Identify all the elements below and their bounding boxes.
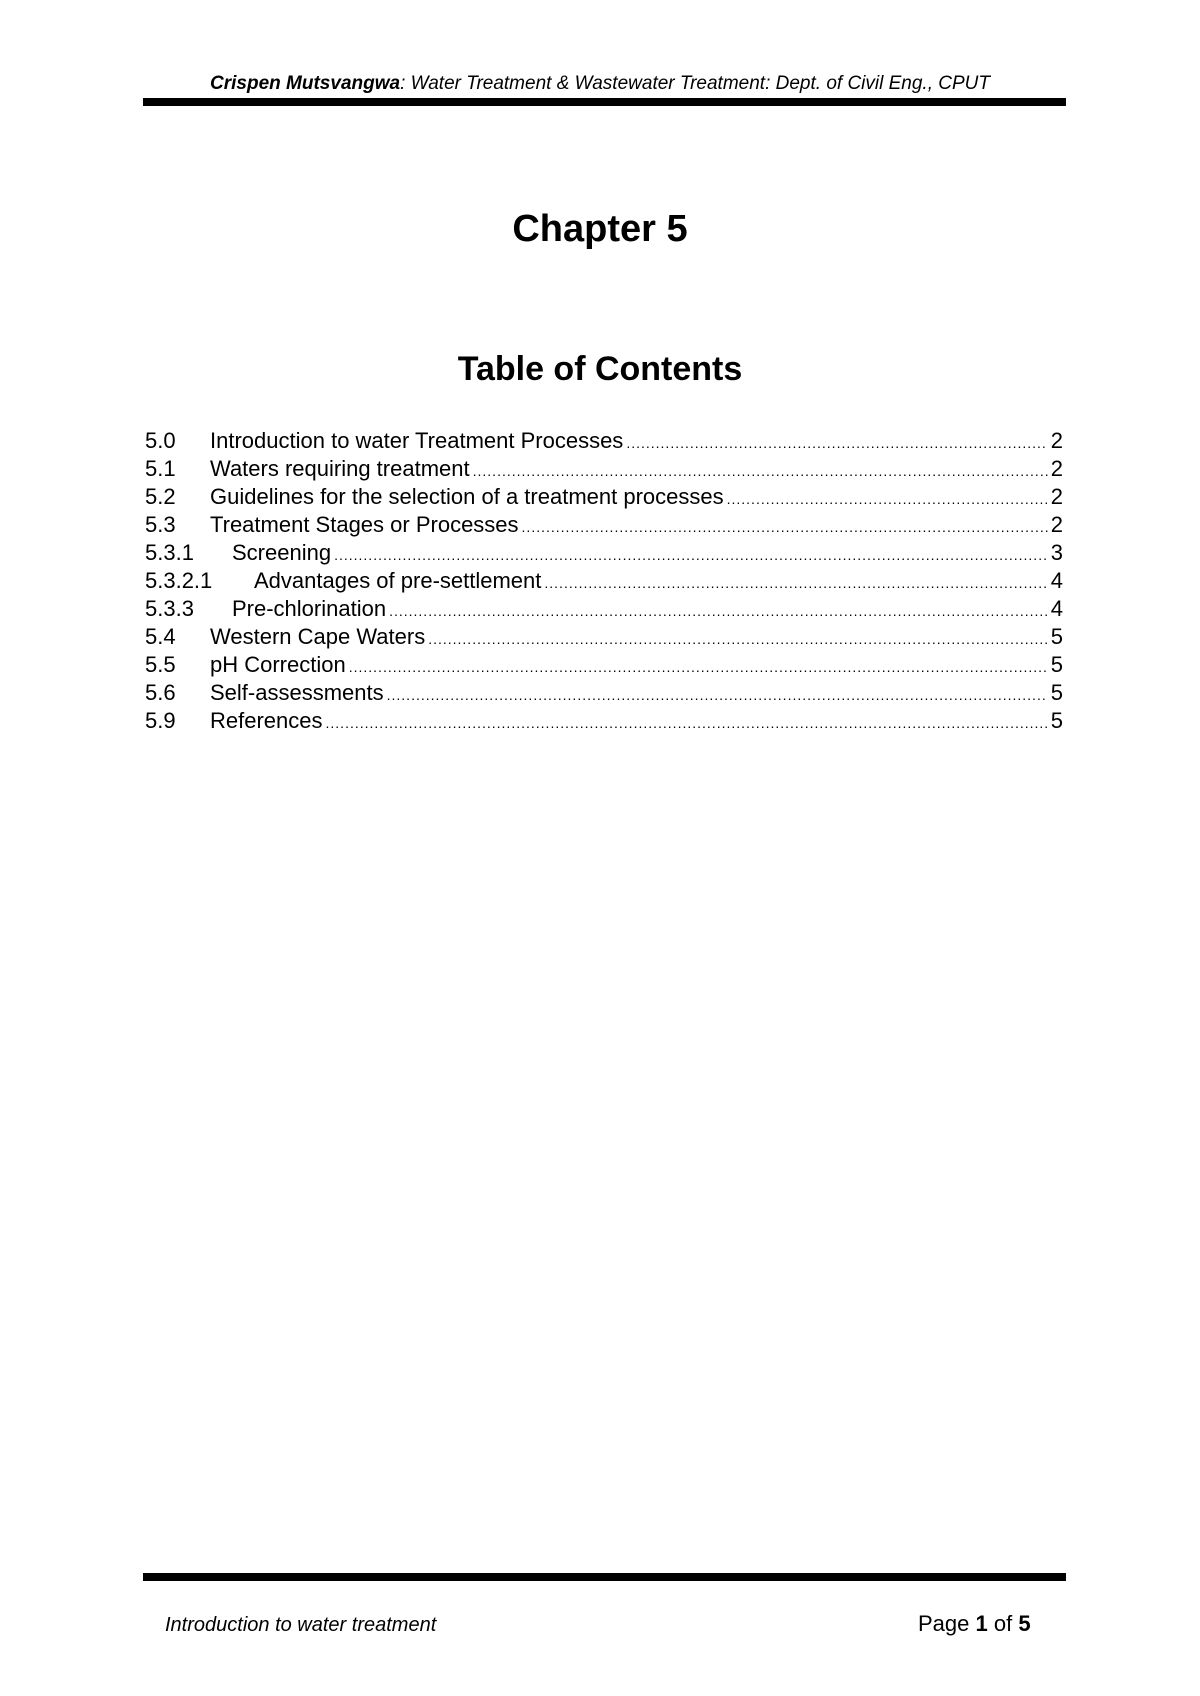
toc-entry-number: 5.9 <box>145 708 176 733</box>
toc-entry-page: 2 <box>1050 512 1063 537</box>
toc-entry-title: Introduction to water Treatment Processes <box>210 428 624 453</box>
toc-entry[interactable] <box>145 511 1063 539</box>
toc-entry-page: 4 <box>1050 596 1063 621</box>
footer-page-total: 5 <box>1018 1611 1031 1636</box>
toc-entry-number: 5.4 <box>145 624 176 649</box>
toc-entry-title: Self-assessments <box>210 680 384 705</box>
toc-entry[interactable] <box>145 679 1063 707</box>
footer-page-current: 1 <box>975 1611 988 1636</box>
toc-entry-page: 5 <box>1050 624 1063 649</box>
toc-entry-title: Screening <box>232 540 332 565</box>
toc-entry-page: 5 <box>1050 652 1063 677</box>
header-rule <box>143 98 1066 106</box>
toc-entry-number: 5.3.2.1 <box>145 568 213 593</box>
toc-entry-page: 2 <box>1050 428 1063 453</box>
toc-leader <box>428 625 1048 653</box>
toc-entry-number: 5.0 <box>145 428 176 453</box>
toc-entry-page: 4 <box>1050 568 1063 593</box>
toc-entry[interactable] <box>145 427 1063 455</box>
toc-entry[interactable] <box>145 539 1063 567</box>
toc-entry-title: Guidelines for the selection of a treatment processes <box>210 484 724 509</box>
toc-entry-number: 5.6 <box>145 680 176 705</box>
toc-entry[interactable] <box>145 707 1063 735</box>
toc-leader <box>522 513 1048 541</box>
toc-entry-number: 5.3.3 <box>145 596 194 621</box>
table-of-contents <box>145 427 1063 735</box>
toc-leader <box>544 569 1047 597</box>
toc-entry-title: Treatment Stages or Processes <box>210 512 519 537</box>
toc-entry-title: Pre-chlorination <box>232 596 387 621</box>
toc-entry-title: pH Correction <box>210 652 346 677</box>
toc-leader <box>349 653 1048 681</box>
toc-entry-title: Waters requiring treatment <box>210 456 470 481</box>
footer-page-number <box>918 1611 1031 1637</box>
toc-entry[interactable] <box>145 455 1063 483</box>
toc-entry[interactable] <box>145 623 1063 651</box>
toc-entry-title: References <box>210 708 323 733</box>
toc-leader <box>326 709 1048 737</box>
toc-entry-number: 5.3 <box>145 512 176 537</box>
header-author: Crispen Mutsvangwa <box>210 73 401 94</box>
toc-title: Table of Contents <box>457 350 743 388</box>
toc-entry-number: 5.5 <box>145 652 176 677</box>
toc-entry-title: Advantages of pre-settlement <box>254 568 542 593</box>
toc-entry-number: 5.3.1 <box>145 540 194 565</box>
toc-entry-page: 2 <box>1050 484 1063 509</box>
footer-page-prefix: Page <box>918 1611 976 1636</box>
footer-rule <box>143 1573 1066 1581</box>
toc-entry-page: 2 <box>1050 456 1063 481</box>
footer-document-title: Introduction to water treatment <box>165 1614 437 1636</box>
footer-page-of: of <box>987 1611 1019 1636</box>
toc-entry[interactable] <box>145 567 1063 595</box>
toc-entry[interactable] <box>145 483 1063 511</box>
toc-leader <box>389 597 1048 625</box>
toc-leader <box>727 485 1048 513</box>
toc-entry-number: 5.1 <box>145 456 176 481</box>
toc-entry-page: 5 <box>1050 680 1063 705</box>
toc-leader <box>473 457 1048 485</box>
toc-entry[interactable] <box>145 595 1063 623</box>
toc-entry-number: 5.2 <box>145 484 176 509</box>
toc-entry-page: 3 <box>1050 540 1063 565</box>
toc-leader <box>334 541 1048 569</box>
toc-leader <box>387 681 1048 709</box>
running-header <box>0 73 1200 95</box>
chapter-title: Chapter 5 <box>512 208 688 250</box>
toc-entry[interactable] <box>145 651 1063 679</box>
toc-entry-title: Western Cape Waters <box>210 624 426 649</box>
header-course: : Water Treatment & Wastewater Treatment: Dept. of Civil Eng., CPUT <box>400 73 990 94</box>
toc-entry-page: 5 <box>1050 708 1063 733</box>
toc-leader <box>626 429 1047 457</box>
